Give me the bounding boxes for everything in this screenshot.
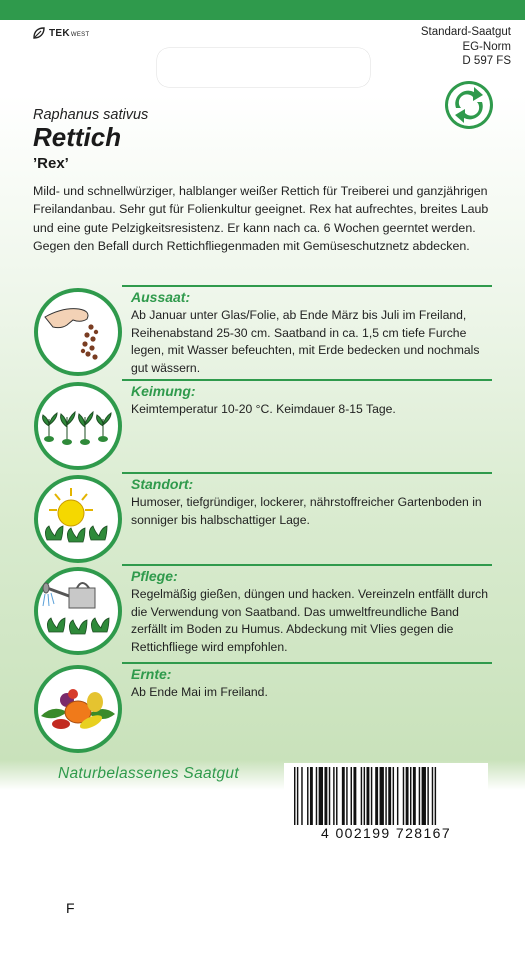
blank-label-box <box>157 48 370 87</box>
standard-info <box>421 25 511 69</box>
section-heading: Standort: <box>131 476 194 492</box>
section-heading: Ernte: <box>131 666 172 682</box>
brand-logo <box>32 26 89 40</box>
section-text: Humoser, tiefgründiger, lockerer, nährstoffreicher Gartenboden in sonniger bis halbschattiger Lage. <box>131 495 482 527</box>
brand-suffix: WEST <box>70 31 90 38</box>
top-green-bar <box>0 0 525 20</box>
standard-line: Standard-Saatgut <box>420 26 511 38</box>
barcode-digits: 4 002199 728167 <box>321 825 451 841</box>
section-divider <box>122 379 492 381</box>
variety-name: ’Rex’ <box>33 155 69 172</box>
barcode-bars <box>294 767 478 825</box>
barcode <box>284 763 488 847</box>
section-heading: Pflege: <box>131 568 178 584</box>
latin-name: Raphanus sativus <box>33 107 149 123</box>
norm-line: EG-Norm <box>462 40 511 53</box>
green-dot-recycling-icon <box>444 80 494 130</box>
section-text: Keimtemperatur 10-20 °C. Keimdauer 8-15 Tage. <box>131 402 396 416</box>
brand-name: TEK <box>49 27 70 39</box>
watering-can-icon <box>33 566 123 656</box>
section-text: Ab Ende Mai im Freiland. <box>131 685 268 699</box>
section-text: Ab Januar unter Glas/Folie, ab Ende März bis Juli im Freiland, Reihenabstand 25-30 cm. Saatband in ca. 1,5 cm tiefe Furche legen, mit Wasser befeuchten, mit Erde bedecken und nochmals gut wässern. <box>131 308 480 375</box>
seedlings-icon <box>33 381 123 471</box>
section-divider <box>122 662 492 664</box>
product-title: Rettich <box>33 122 122 152</box>
section-divider <box>122 472 492 474</box>
harvest-vegetables-icon <box>33 664 123 754</box>
package-code: F <box>66 900 75 916</box>
slogan: Naturbelassenes Saatgut <box>58 765 239 782</box>
leaf-logo-icon <box>32 26 46 40</box>
product-description: Mild- und schnellwürziger, halblanger weißer Rettich für Treiberei und ganzjährigen Freilandanbau. Sehr gut für Folienkultur geeignet. Rex hat aufrechtes, breites Laub und eine gute Pelzigkeitsresistenz. Er kann nach ca. 6 Wochen geerntet werden. Gegen den Befall durch Rettichfliegenmaden mit Gemüseschutznetz abdecken. <box>33 184 489 254</box>
section-divider <box>122 285 492 287</box>
section-heading: Keimung: <box>131 383 196 399</box>
sun-plants-icon <box>33 474 123 564</box>
sowing-hand-icon <box>33 287 123 377</box>
section-divider <box>122 564 492 566</box>
section-heading: Aussaat: <box>131 289 191 305</box>
code-line: D 597 FS <box>462 55 511 67</box>
section-text: Regelmäßig gießen, düngen und hacken. Vereinzeln entfällt durch die Verwendung von Saatband. Das umweltfreundliche Band zerfällt im Boden zu Humus. Abdeckung mit Vlies gegen die Rettichfliege wird empfohlen. <box>131 587 489 654</box>
